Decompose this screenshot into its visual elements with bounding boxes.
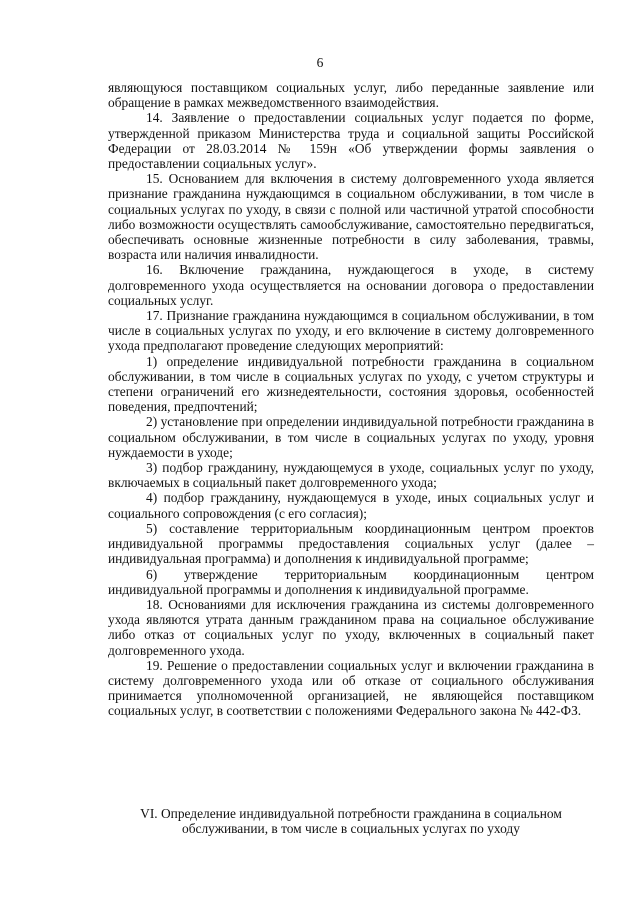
section-heading-line-2: обслуживании, в том числе в социальных услугах по уходу [182, 821, 520, 837]
paragraph-17: 17. Признание гражданина нуждающимся в социальном обслуживании, в том числе в социальных услугах по уходу, и его включение в систему долговременного ухода предполагают проведение следующих мероприятий: [108, 308, 594, 354]
list-item-1: 1) определение индивидуальной потребности гражданина в социальном обслуживании, в том числе в социальных услугах по уходу, с учетом структуры и степени ограничений его жизнедеятельности, состояния здоровья, особенностей поведения, предпочтений; [108, 353, 594, 415]
list-item-4: 4) подбор гражданину, нуждающемуся в уходе, иных социальных услуг и социального сопровождения (с его согласия); [108, 490, 594, 521]
list-item-5: 5) составление территориальным координационным центром проектов индивидуальной программы предоставления социальных услуг (далее – индивидуальная программа) и дополнения к индивидуальной программе; [108, 520, 594, 567]
paragraph-continuation: являющуюся поставщиком социальных услуг, либо переданные заявление или обращение в рамках межведомственного взаимодействия. [108, 80, 594, 111]
list-item-2: 2) установление при определении индивидуальной потребности гражданина в социальном обслуживании, в том числе в социальных услугах по уходу, уровня нуждаемости в уходе; [108, 414, 594, 460]
list-item-3: 3) подбор гражданину, нуждающемуся в уходе, социальных услуг по уходу, включаемых в социальный пакет долговременного ухода; [108, 460, 594, 491]
section-heading [108, 806, 594, 836]
section-heading-line-1: VI. Определение индивидуальной потребности гражданина в социальном [140, 806, 562, 821]
paragraph-16: 16. Включение гражданина, нуждающегося в уходе, в систему долговременного ухода осуществляется на основании договора о предоставлении социальных услуг. [108, 262, 594, 308]
list-item-6: 6) утверждение территориальным координационным центром индивидуальной программы и дополнения к индивидуальной программе. [108, 566, 594, 597]
paragraph-15: 15. Основанием для включения в систему долговременного ухода является признание гражданина нуждающимся в социальном обслуживании, в том числе в социальных услугах по уходу, в связи с полной или частичной утратой способности либо возможности осуществлять самообслуживание, самостоятельно передвигаться, обеспечивать основные жизненные потребности в силу заболевания, травмы, возраста или наличия инвалидности. [108, 171, 594, 263]
document-body [108, 80, 594, 719]
paragraph-14: 14. Заявление о предоставлении социальных услуг подается по форме, утвержденной приказом Министерства труда и социальной защиты Российской Федерации от 28.03.2014 № 159н «Об утверждении формы заявления о предоставлении социальных услуг». [108, 110, 594, 172]
paragraph-19: 19. Решение о предоставлении социальных услуг и включении гражданина в систему долговременного ухода или об отказе от социального обслуживания принимается уполномоченной организацией, не являющейся поставщиком социальных услуг, в соответствии с положениями Федерального закона № 442-ФЗ. [108, 657, 594, 719]
paragraph-18: 18. Основаниями для исключения гражданина из системы долговременного ухода являются утрата данным гражданином права на социальное обслуживание либо отказ от социальных услуг по уходу, включенных в социальный пакет долговременного ухода. [108, 596, 594, 658]
page-number: 6 [316, 55, 324, 70]
